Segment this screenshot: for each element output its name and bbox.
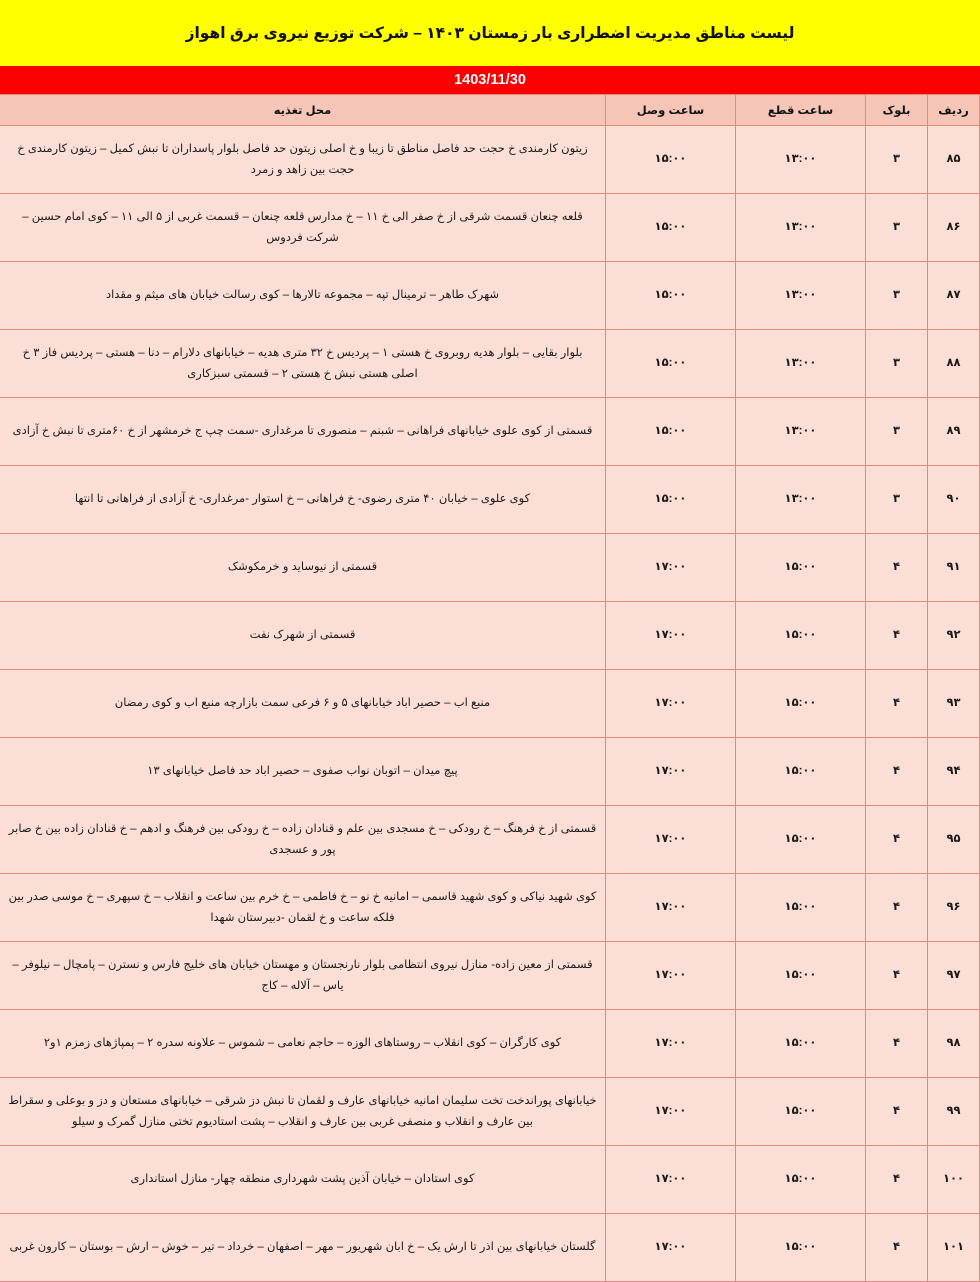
cell-row-number: ۹۸ [928, 1010, 980, 1078]
cell-on-time: ۱۵:۰۰ [606, 398, 736, 466]
column-header-on-time: ساعت وصل [606, 95, 736, 126]
cell-area: زیتون کارمندی خ حجت حد فاصل مناطق تا زیبا و خ اصلی زیتون حد فاصل بلوار پاسداران تا نبش کمیل – زیتون کارمندی خ حجت بین زاهد و زمرد [0, 126, 606, 194]
outage-table [0, 94, 980, 1282]
cell-on-time: ۱۷:۰۰ [606, 534, 736, 602]
cell-row-number: ۱۰۱ [928, 1214, 980, 1282]
cell-on-time: ۱۵:۰۰ [606, 330, 736, 398]
table-row [0, 194, 980, 262]
cell-block: ۴ [866, 1078, 928, 1146]
table-row [0, 738, 980, 806]
cell-off-time: ۱۵:۰۰ [736, 534, 866, 602]
cell-row-number: ۹۶ [928, 874, 980, 942]
cell-on-time: ۱۷:۰۰ [606, 942, 736, 1010]
table-row [0, 398, 980, 466]
cell-block: ۴ [866, 602, 928, 670]
table-row [0, 1078, 980, 1146]
cell-block: ۳ [866, 466, 928, 534]
cell-on-time: ۱۷:۰۰ [606, 1010, 736, 1078]
cell-off-time: ۱۵:۰۰ [736, 1214, 866, 1282]
cell-block: ۴ [866, 942, 928, 1010]
cell-off-time: ۱۵:۰۰ [736, 602, 866, 670]
cell-block: ۳ [866, 194, 928, 262]
cell-off-time: ۱۳:۰۰ [736, 262, 866, 330]
cell-block: ۳ [866, 126, 928, 194]
cell-block: ۳ [866, 330, 928, 398]
cell-off-time: ۱۵:۰۰ [736, 1146, 866, 1214]
cell-area: قسمتی از شهرک نفت [0, 602, 606, 670]
column-header-off-time: ساعت قطع [736, 95, 866, 126]
cell-row-number: ۸۶ [928, 194, 980, 262]
cell-on-time: ۱۵:۰۰ [606, 126, 736, 194]
cell-row-number: ۸۹ [928, 398, 980, 466]
cell-row-number: ۹۳ [928, 670, 980, 738]
table-body [0, 126, 980, 1282]
cell-row-number: ۹۰ [928, 466, 980, 534]
schedule-date: 1403/11/30 [454, 72, 526, 88]
cell-area: کوی کارگران – کوی انقلاب – روستاهای الوزه – حاجم نعامی – شموس – علاونه سدره ۲ – پمپاژهای زمزم ۱و۲ [0, 1010, 606, 1078]
cell-row-number: ۹۷ [928, 942, 980, 1010]
cell-area: منبع اب – حصیر اباد خیابانهای ۵ و ۶ فرعی سمت بازارچه منبع اب و کوی رمضان [0, 670, 606, 738]
cell-off-time: ۱۵:۰۰ [736, 942, 866, 1010]
cell-off-time: ۱۵:۰۰ [736, 1078, 866, 1146]
cell-row-number: ۹۲ [928, 602, 980, 670]
title-banner [0, 0, 980, 66]
table-header-row [0, 95, 980, 126]
cell-off-time: ۱۵:۰۰ [736, 738, 866, 806]
cell-block: ۳ [866, 398, 928, 466]
cell-area: گلستان خیابانهای بین اذر تا ارش یک – خ ابان شهریور – مهر – اصفهان – خرداد – تیر – خوش – ارش – بوستان – کارون غربی [0, 1214, 606, 1282]
cell-row-number: ۱۰۰ [928, 1146, 980, 1214]
cell-on-time: ۱۷:۰۰ [606, 738, 736, 806]
table-row [0, 602, 980, 670]
cell-off-time: ۱۳:۰۰ [736, 466, 866, 534]
table-row [0, 942, 980, 1010]
table-row [0, 1010, 980, 1078]
cell-on-time: ۱۵:۰۰ [606, 262, 736, 330]
cell-row-number: ۹۴ [928, 738, 980, 806]
cell-off-time: ۱۵:۰۰ [736, 670, 866, 738]
cell-on-time: ۱۷:۰۰ [606, 602, 736, 670]
cell-on-time: ۱۷:۰۰ [606, 806, 736, 874]
cell-off-time: ۱۵:۰۰ [736, 806, 866, 874]
table-header [0, 95, 980, 126]
cell-area: قسمتی از معین زاده- منازل نیروی انتظامی بلوار نارنجستان و مهستان خیابان های خلیج فارس و نسترن – پامچال – نیلوفر – یاس – آلاله – کاج [0, 942, 606, 1010]
cell-area: کوی علوی – خیابان ۴۰ متری رضوی- خ فراهانی – خ استوار -مرغداری- خ آزادی از فراهانی تا انتها [0, 466, 606, 534]
cell-on-time: ۱۷:۰۰ [606, 874, 736, 942]
cell-off-time: ۱۳:۰۰ [736, 330, 866, 398]
table-row [0, 1146, 980, 1214]
cell-block: ۴ [866, 670, 928, 738]
cell-block: ۴ [866, 738, 928, 806]
cell-on-time: ۱۷:۰۰ [606, 1146, 736, 1214]
cell-block: ۴ [866, 1010, 928, 1078]
table-row [0, 330, 980, 398]
cell-off-time: ۱۵:۰۰ [736, 1010, 866, 1078]
table-row [0, 534, 980, 602]
cell-off-time: ۱۳:۰۰ [736, 398, 866, 466]
cell-row-number: ۸۵ [928, 126, 980, 194]
cell-area: بلوار بقایی – بلوار هدیه روبروی خ هستی ۱ – پردیس خ ۳۲ متری هدیه – خیابانهای دلارام – دنا – هستی – پردیس فاز ۳ خ اصلی هستی نبش خ هستی ۲ – قسمتی سبزکاری [0, 330, 606, 398]
cell-row-number: ۹۵ [928, 806, 980, 874]
cell-block: ۴ [866, 1146, 928, 1214]
cell-block: ۴ [866, 806, 928, 874]
cell-area: قسمتی از خ فرهنگ – خ رودکی – خ مسجدی بین علم و قنادان زاده – خ رودکی بین فرهنگ و ادهم – خ قنادان زاده بین خ صابر پور و عسجدی [0, 806, 606, 874]
cell-area: شهرک طاهر – ترمینال تپه – مجموعه تالارها – کوی رسالت خیابان های میثم و مقداد [0, 262, 606, 330]
cell-off-time: ۱۳:۰۰ [736, 194, 866, 262]
cell-area: کوی استادان – خیابان آذین پشت شهرداری منطقه چهار- منازل استانداری [0, 1146, 606, 1214]
column-header-area: محل تغذیه [0, 95, 606, 126]
table-row [0, 1214, 980, 1282]
cell-area: پیچ میدان – اتوبان نواب صفوی – حصیر اباد حد فاصل خیابانهای ۱۳ [0, 738, 606, 806]
cell-row-number: ۸۷ [928, 262, 980, 330]
cell-area: کوی شهید نیاکی و کوی شهید قاسمی – امانیه خ نو – خ فاطمی – خ خرم بین ساعت و انقلاب – خ سپهری – خ موسی صدر بین فلکه ساعت و خ لقمان -دبیرستان شهدا [0, 874, 606, 942]
cell-block: ۳ [866, 262, 928, 330]
cell-on-time: ۱۷:۰۰ [606, 1214, 736, 1282]
column-header-row: ردیف [928, 95, 980, 126]
page-title: لیست مناطق مدیریت اضطراری بار زمستان ۱۴۰۳ – شرکت توزیع نیروی برق اهواز [185, 24, 795, 42]
cell-block: ۴ [866, 874, 928, 942]
table-row [0, 466, 980, 534]
cell-row-number: ۹۱ [928, 534, 980, 602]
table-row [0, 262, 980, 330]
cell-area: قسمتی از نیوساید و خرمکوشک [0, 534, 606, 602]
table-row [0, 126, 980, 194]
cell-on-time: ۱۷:۰۰ [606, 670, 736, 738]
cell-block: ۴ [866, 534, 928, 602]
cell-area: قسمتی از کوی علوی خیابانهای فراهانی – شبنم – منصوری تا مرغداری -سمت چپ ج خرمشهر از خ ۶۰متری تا نبش خ آزادی [0, 398, 606, 466]
column-header-block: بلوک [866, 95, 928, 126]
table-row [0, 670, 980, 738]
cell-row-number: ۸۸ [928, 330, 980, 398]
table-row [0, 806, 980, 874]
date-banner [0, 66, 980, 94]
cell-off-time: ۱۳:۰۰ [736, 126, 866, 194]
cell-on-time: ۱۷:۰۰ [606, 1078, 736, 1146]
cell-block: ۴ [866, 1214, 928, 1282]
cell-row-number: ۹۹ [928, 1078, 980, 1146]
table-row [0, 874, 980, 942]
cell-on-time: ۱۵:۰۰ [606, 466, 736, 534]
cell-area: قلعه چنعان قسمت شرقی از خ صفر الی خ ۱۱ – خ مدارس قلعه چنعان – قسمت غربی از ۵ الی ۱۱ – کوی امام حسین – شرکت فردوس [0, 194, 606, 262]
cell-off-time: ۱۵:۰۰ [736, 874, 866, 942]
cell-area: خیابانهای پوراندخت تخت سلیمان امانیه خیابانهای عارف و لقمان تا نبش دز شرقی – خیابانهای مستعان و دز و بوعلی و سقراط بین عارف و انقلاب و منصفی غربی بین عارف و انقلاب – پشت استادیوم تختی منازل گمرک و سیلو [0, 1078, 606, 1146]
cell-on-time: ۱۵:۰۰ [606, 194, 736, 262]
